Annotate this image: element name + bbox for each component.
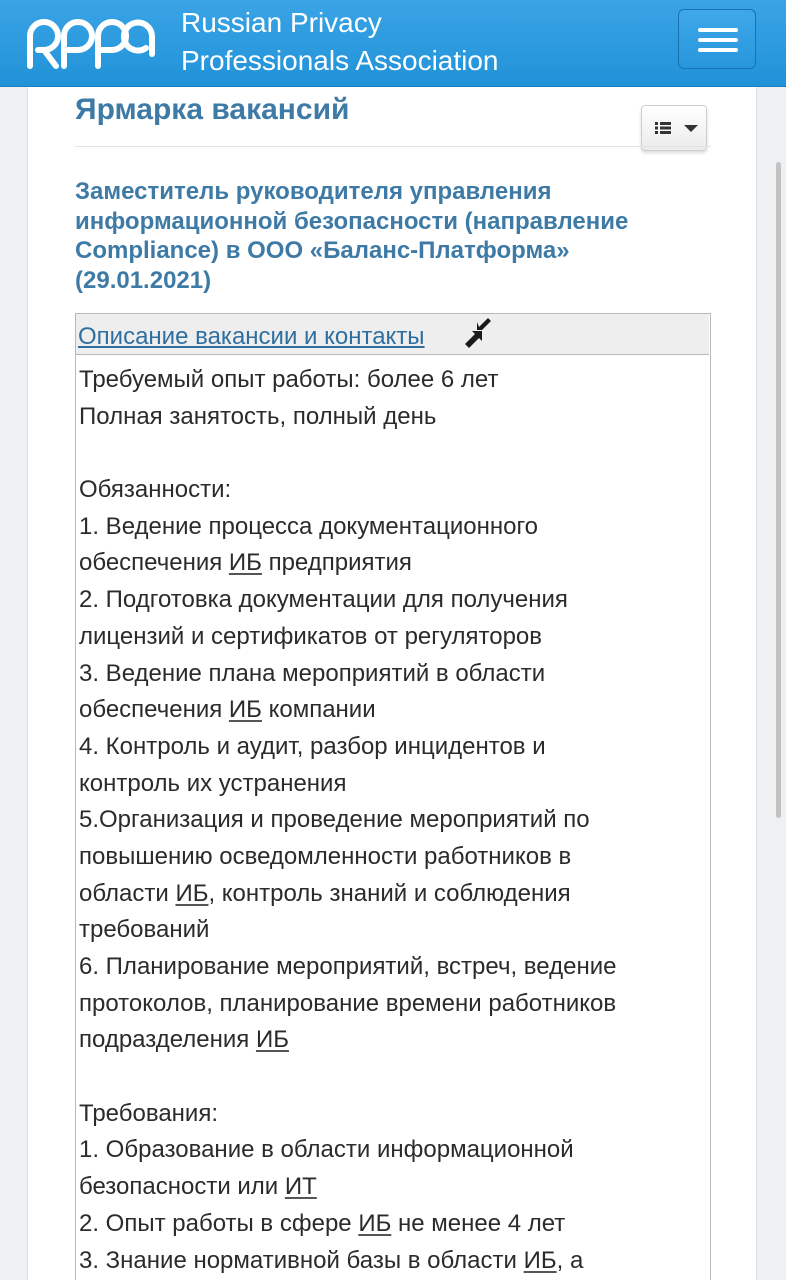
vacancy-panel <box>75 313 711 1280</box>
line-text: 2. Опыт работы в сфере <box>79 1209 359 1237</box>
collapse-arrows-icon[interactable] <box>461 314 493 348</box>
vacancy-title-line: Compliance) в ООО «Баланс-Платформа» <box>75 237 570 264</box>
brand-name[interactable] <box>181 4 499 80</box>
panel-header <box>76 314 709 355</box>
description-line: 5.Организация и проведение мероприятий по <box>79 806 590 834</box>
blank-line <box>79 1059 704 1096</box>
title-divider <box>75 146 711 147</box>
abbreviation-ib[interactable]: ИБ <box>228 549 262 577</box>
description-line: Полная занятость, полный день <box>79 402 437 430</box>
top-navbar <box>0 0 786 87</box>
description-line: 2. Подготовка документации для получения <box>79 586 568 614</box>
line-text: не менее 4 лет <box>391 1209 566 1237</box>
vacancy-title-line: (29.01.2021) <box>75 266 212 294</box>
vacancy-title-line: Заместитель руководителя управления <box>75 178 552 205</box>
description-line <box>79 1243 704 1280</box>
abbreviation-ib[interactable]: ИБ <box>255 1026 289 1054</box>
line-text: 3. Знание нормативной базы в области <box>79 1246 524 1274</box>
line-text: безопасности или <box>79 1173 285 1201</box>
description-line <box>79 876 704 913</box>
line-text: , контроль знаний и соблюдения <box>208 879 571 907</box>
abbreviation-ib[interactable]: ИБ <box>523 1246 557 1274</box>
line-text: предприятия <box>261 549 412 577</box>
line-text: подразделения <box>79 1026 256 1054</box>
description-line: повышению осведомленности работников в <box>79 842 572 870</box>
caret-down-icon <box>684 125 698 132</box>
requirements-heading: Требования: <box>79 1099 218 1127</box>
hamburger-icon <box>698 38 738 42</box>
line-text: , а <box>556 1246 584 1274</box>
content-card <box>27 86 757 1280</box>
blank-line <box>79 435 704 472</box>
description-line: 4. Контроль и аудит, разбор инцидентов и <box>79 732 546 760</box>
abbreviation-ib[interactable]: ИБ <box>358 1209 392 1237</box>
description-line: протоколов, планирование времени работников <box>79 989 617 1017</box>
vacancy-title-line: информационной безопасности (направление <box>75 207 629 235</box>
description-line: 1. Образование в области информационной <box>79 1136 574 1164</box>
vacancy-title[interactable] <box>75 177 705 295</box>
description-line <box>79 692 704 729</box>
vacancy-description <box>79 362 704 1279</box>
menu-toggle-button[interactable] <box>678 9 756 69</box>
description-line: требований <box>79 916 210 944</box>
description-line <box>79 1169 704 1206</box>
panel-toggle-link[interactable] <box>78 322 425 352</box>
line-text: обеспечения <box>79 696 229 724</box>
description-line <box>79 1022 704 1059</box>
description-line: 6. Планирование мероприятий, встреч, ведение <box>79 953 617 980</box>
line-text: компании <box>261 696 376 724</box>
line-text: области <box>79 879 176 907</box>
panel-header-label: Описание вакансии и контакты <box>78 323 425 350</box>
description-line: 3. Ведение плана мероприятий в области <box>79 659 546 687</box>
abbreviation-it[interactable]: ИТ <box>284 1173 317 1201</box>
rppa-logo[interactable] <box>24 10 158 70</box>
brand-line-2: Professionals Association <box>181 45 499 76</box>
description-line: Требуемый опыт работы: более 6 лет <box>79 366 499 393</box>
line-text: обеспечения <box>79 549 229 577</box>
page-scrollbar[interactable] <box>776 162 781 818</box>
list-menu-button[interactable] <box>641 105 707 151</box>
description-line <box>79 545 704 582</box>
page-title: Ярмарка вакансий <box>75 93 350 126</box>
description-line: лицензий и сертификатов от регуляторов <box>79 622 543 650</box>
abbreviation-ib[interactable]: ИБ <box>175 879 209 907</box>
duties-heading: Обязанности: <box>79 476 232 504</box>
hamburger-icon <box>698 28 738 32</box>
description-line: 1. Ведение процесса документационного <box>79 512 539 540</box>
brand-line-1: Russian Privacy <box>181 7 382 38</box>
hamburger-icon <box>698 48 738 52</box>
list-icon <box>655 122 671 134</box>
description-line <box>79 1206 704 1243</box>
description-line: контроль их устранения <box>79 769 347 797</box>
abbreviation-ib[interactable]: ИБ <box>228 696 262 724</box>
